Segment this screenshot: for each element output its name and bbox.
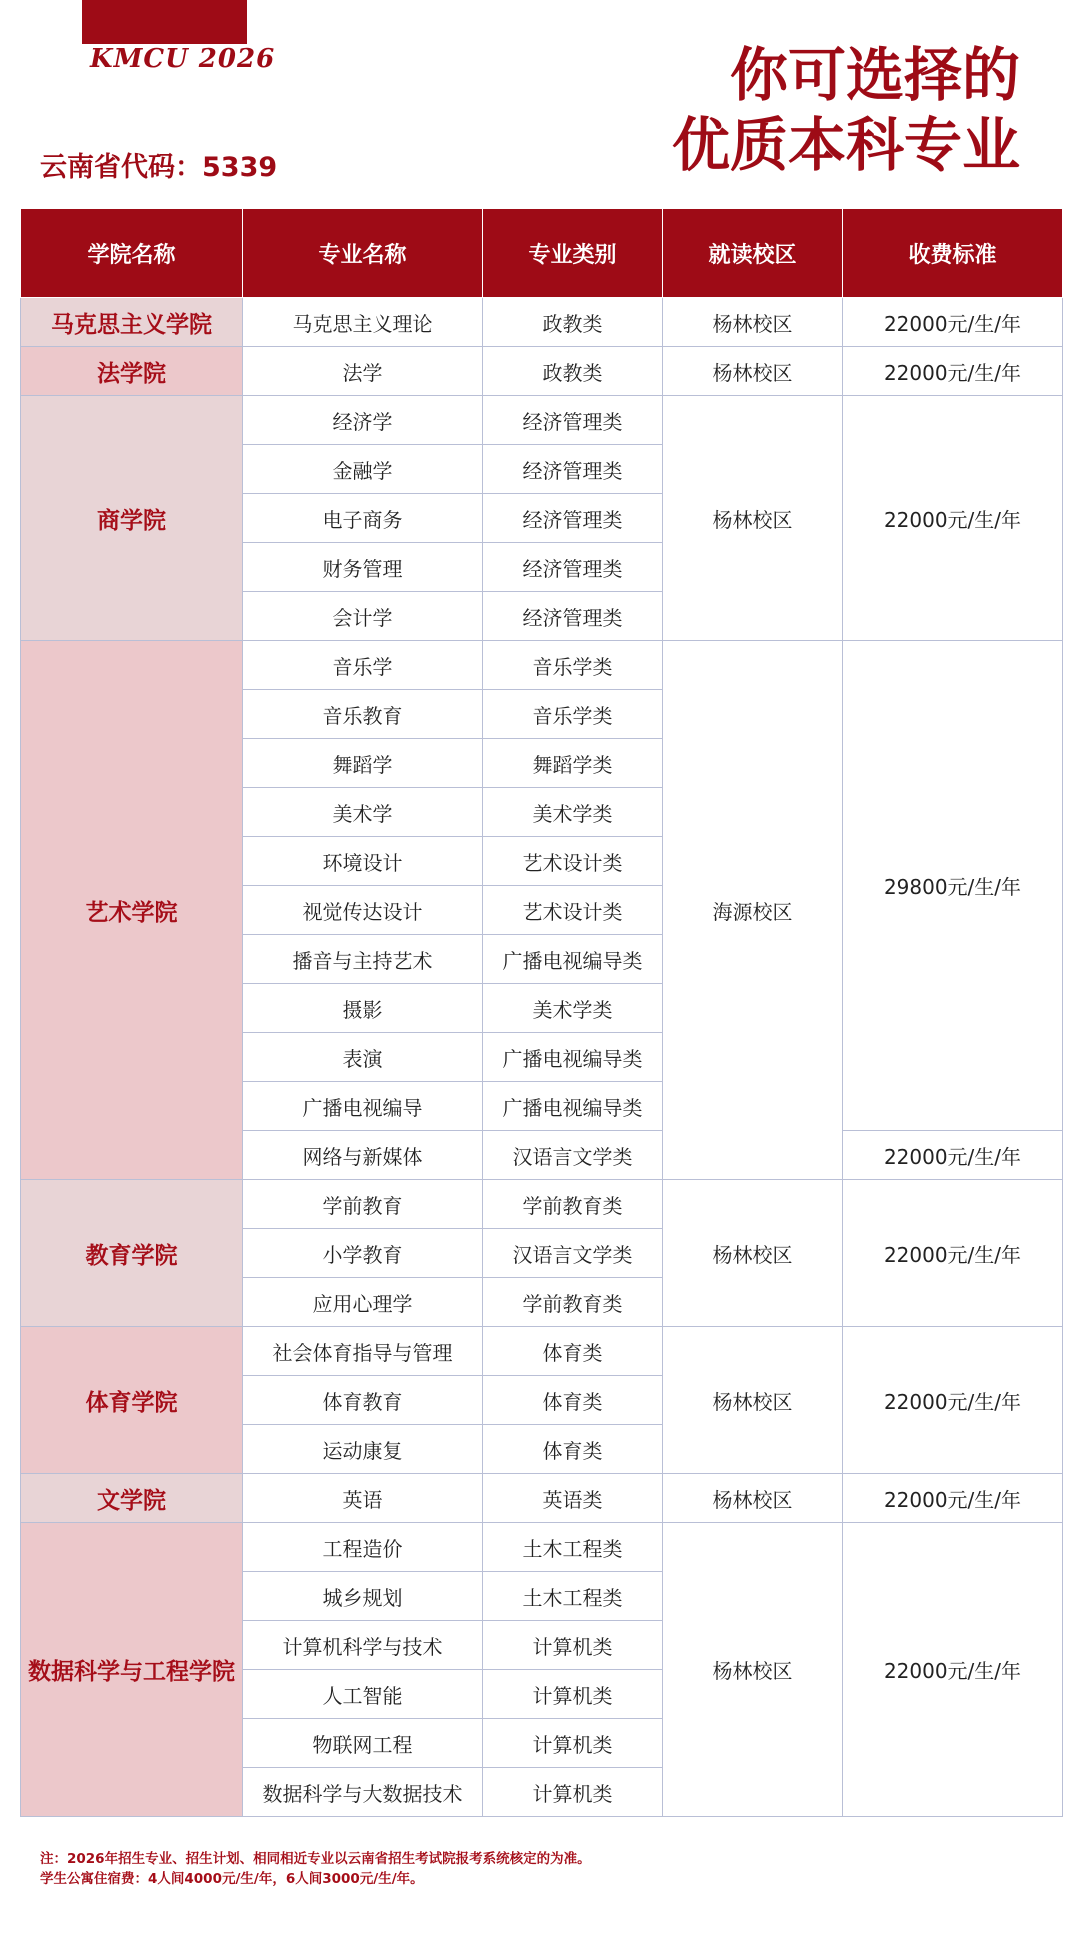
campus-cell: 杨林校区 [663, 396, 843, 641]
header-category: 专业类别 [483, 209, 663, 298]
table-row [21, 298, 1063, 347]
fee-cell: 22000元/生/年 [843, 1523, 1063, 1817]
header-major: 专业名称 [243, 209, 483, 298]
major-cell: 小学教育 [243, 1229, 483, 1278]
major-cell: 物联网工程 [243, 1719, 483, 1768]
table-row [21, 1180, 1063, 1229]
category-cell: 土木工程类 [483, 1572, 663, 1621]
fee-cell: 22000元/生/年 [843, 1474, 1063, 1523]
campus-cell: 杨林校区 [663, 1523, 843, 1817]
college-cell: 艺术学院 [21, 641, 243, 1180]
major-cell: 城乡规划 [243, 1572, 483, 1621]
footnote-line: 学生公寓住宿费：4人间4000元/生/年，6人间3000元/生/年。 [40, 1871, 424, 1887]
category-cell: 计算机类 [483, 1670, 663, 1719]
college-cell: 体育学院 [21, 1327, 243, 1474]
category-cell: 土木工程类 [483, 1523, 663, 1572]
category-cell: 体育类 [483, 1425, 663, 1474]
major-cell: 环境设计 [243, 837, 483, 886]
major-cell: 摄影 [243, 984, 483, 1033]
major-cell: 数据科学与大数据技术 [243, 1768, 483, 1817]
category-cell: 政教类 [483, 298, 663, 347]
fee-cell: 22000元/生/年 [843, 1180, 1063, 1327]
major-cell: 会计学 [243, 592, 483, 641]
table-row [21, 1523, 1063, 1572]
headline-line1: 你可选择的 [729, 41, 1020, 109]
major-cell: 计算机科学与技术 [243, 1621, 483, 1670]
major-cell: 运动康复 [243, 1425, 483, 1474]
province-code: 云南省代码：5339 [40, 152, 278, 183]
category-cell: 美术学类 [483, 788, 663, 837]
major-cell: 视觉传达设计 [243, 886, 483, 935]
footnotes [40, 1849, 591, 1889]
category-cell: 经济管理类 [483, 445, 663, 494]
category-cell: 经济管理类 [483, 543, 663, 592]
category-cell: 政教类 [483, 347, 663, 396]
category-cell: 学前教育类 [483, 1180, 663, 1229]
campus-cell: 杨林校区 [663, 1474, 843, 1523]
category-cell: 学前教育类 [483, 1278, 663, 1327]
category-cell: 体育类 [483, 1376, 663, 1425]
major-cell: 经济学 [243, 396, 483, 445]
header-fee: 收费标准 [843, 209, 1063, 298]
major-cell: 英语 [243, 1474, 483, 1523]
headline-line2: 优质本科专业 [671, 111, 1020, 179]
fee-cell: 29800元/生/年 [843, 641, 1063, 1131]
major-cell: 财务管理 [243, 543, 483, 592]
fee-cell: 22000元/生/年 [843, 347, 1063, 396]
category-cell: 经济管理类 [483, 494, 663, 543]
major-cell: 学前教育 [243, 1180, 483, 1229]
major-cell: 音乐教育 [243, 690, 483, 739]
college-cell: 数据科学与工程学院 [21, 1523, 243, 1817]
footnote-line: 注：2026年招生专业、招生计划、相同相近专业以云南省招生考试院报考系统核定的为准。 [40, 1851, 591, 1867]
major-cell: 金融学 [243, 445, 483, 494]
major-cell: 工程造价 [243, 1523, 483, 1572]
category-cell: 广播电视编导类 [483, 1033, 663, 1082]
category-cell: 艺术设计类 [483, 837, 663, 886]
table-row [21, 347, 1063, 396]
category-cell: 经济管理类 [483, 396, 663, 445]
major-cell: 电子商务 [243, 494, 483, 543]
fee-cell: 22000元/生/年 [843, 1327, 1063, 1474]
table-row [21, 396, 1063, 445]
major-cell: 音乐学 [243, 641, 483, 690]
logo-block [82, 0, 247, 44]
major-cell: 法学 [243, 347, 483, 396]
campus-cell: 杨林校区 [663, 1180, 843, 1327]
campus-cell: 杨林校区 [663, 347, 843, 396]
campus-cell: 杨林校区 [663, 1327, 843, 1474]
major-cell: 播音与主持艺术 [243, 935, 483, 984]
table-header-row [21, 209, 1063, 298]
category-cell: 音乐学类 [483, 690, 663, 739]
category-cell: 音乐学类 [483, 641, 663, 690]
fee-cell: 22000元/生/年 [843, 1131, 1063, 1180]
category-cell: 舞蹈学类 [483, 739, 663, 788]
category-cell: 经济管理类 [483, 592, 663, 641]
major-cell: 马克思主义理论 [243, 298, 483, 347]
major-cell: 表演 [243, 1033, 483, 1082]
major-cell: 体育教育 [243, 1376, 483, 1425]
major-cell: 广播电视编导 [243, 1082, 483, 1131]
major-cell: 舞蹈学 [243, 739, 483, 788]
college-cell: 马克思主义学院 [21, 298, 243, 347]
category-cell: 汉语言文学类 [483, 1229, 663, 1278]
category-cell: 广播电视编导类 [483, 935, 663, 984]
college-cell: 文学院 [21, 1474, 243, 1523]
major-cell: 网络与新媒体 [243, 1131, 483, 1180]
campus-cell: 海源校区 [663, 641, 843, 1180]
campus-cell: 杨林校区 [663, 298, 843, 347]
category-cell: 美术学类 [483, 984, 663, 1033]
college-cell: 商学院 [21, 396, 243, 641]
category-cell: 计算机类 [483, 1719, 663, 1768]
category-cell: 汉语言文学类 [483, 1131, 663, 1180]
headline [672, 40, 1020, 180]
major-cell: 应用心理学 [243, 1278, 483, 1327]
category-cell: 计算机类 [483, 1768, 663, 1817]
table-row [21, 1327, 1063, 1376]
header-college: 学院名称 [21, 209, 243, 298]
major-cell: 美术学 [243, 788, 483, 837]
majors-table [20, 208, 1063, 1817]
category-cell: 广播电视编导类 [483, 1082, 663, 1131]
category-cell: 艺术设计类 [483, 886, 663, 935]
category-cell: 体育类 [483, 1327, 663, 1376]
logo-text: KMCU 2026 [90, 44, 276, 74]
fee-cell: 22000元/生/年 [843, 298, 1063, 347]
college-cell: 教育学院 [21, 1180, 243, 1327]
table-row [21, 641, 1063, 690]
major-cell: 社会体育指导与管理 [243, 1327, 483, 1376]
category-cell: 英语类 [483, 1474, 663, 1523]
college-cell: 法学院 [21, 347, 243, 396]
table-row [21, 1474, 1063, 1523]
fee-cell: 22000元/生/年 [843, 396, 1063, 641]
category-cell: 计算机类 [483, 1621, 663, 1670]
header-campus: 就读校区 [663, 209, 843, 298]
major-cell: 人工智能 [243, 1670, 483, 1719]
